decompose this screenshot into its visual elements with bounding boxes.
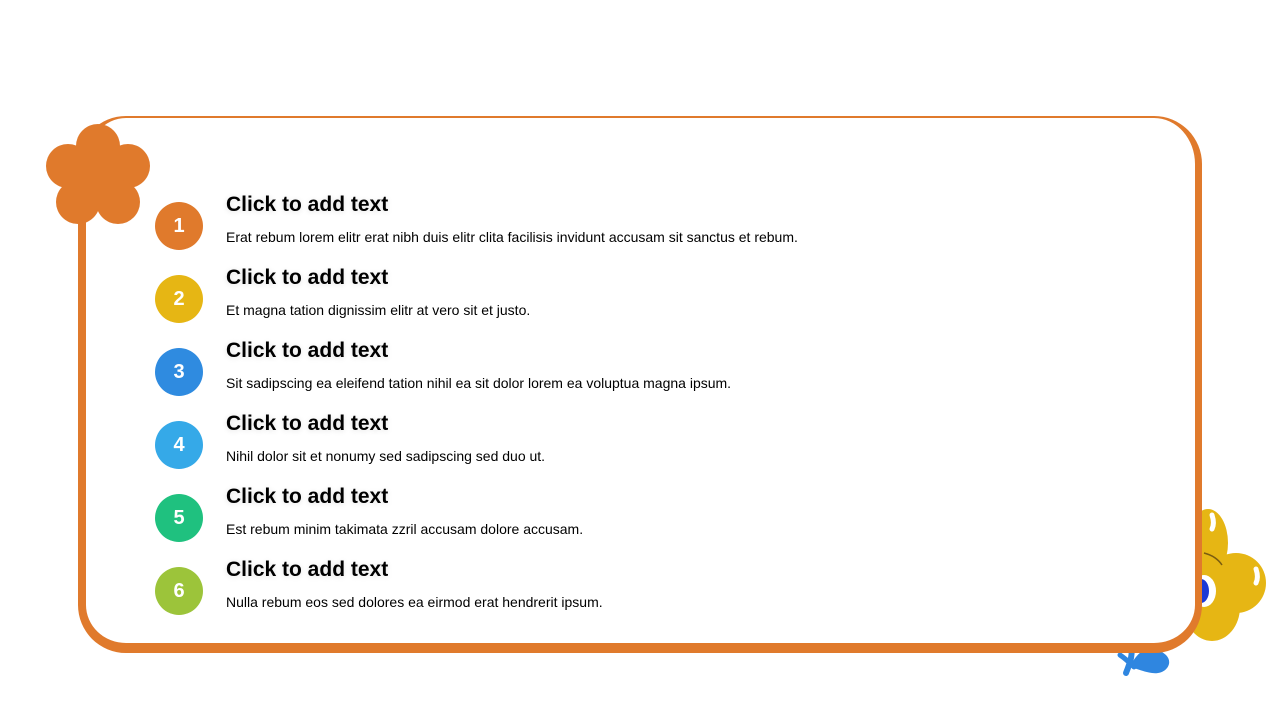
item-text[interactable]: Nulla rebum eos sed dolores ea eirmod erat hendrerit ipsum. (226, 594, 603, 610)
item-title[interactable]: Click to add text (226, 412, 389, 435)
item-text[interactable]: Est rebum minim takimata zzril accusam dolore accusam. (226, 521, 584, 537)
flower-icon (42, 118, 154, 230)
item-title[interactable]: Click to add text (226, 266, 389, 289)
list-item-5 (155, 485, 1055, 555)
item-text[interactable]: Sit sadipscing ea eleifend tation nihil ea sit dolor lorem ea voluptua magna ipsum. (226, 375, 732, 391)
list-item-4 (155, 412, 1055, 482)
item-text[interactable]: Et magna tation dignissim elitr at vero sit et justo. (226, 302, 531, 318)
number-badge: 3 (155, 348, 203, 396)
list-item-6 (155, 558, 1055, 628)
number-badge: 4 (155, 421, 203, 469)
number-badge: 1 (155, 202, 203, 250)
item-title[interactable]: Click to add text (226, 193, 389, 216)
number-badge: 5 (155, 494, 203, 542)
list-item-1 (155, 193, 1055, 263)
number-badge: 6 (155, 567, 203, 615)
item-text[interactable]: Nihil dolor sit et nonumy sed sadipscing sed duo ut. (226, 448, 546, 464)
item-title[interactable]: Click to add text (226, 558, 389, 581)
item-text[interactable]: Erat rebum lorem elitr erat nibh duis elitr clita facilisis invidunt accusam sit sanctus et rebum. (226, 229, 798, 245)
list-item-2 (155, 266, 1055, 336)
number-badge: 2 (155, 275, 203, 323)
item-title[interactable]: Click to add text (226, 485, 389, 508)
list-item-3 (155, 339, 1055, 409)
item-title[interactable]: Click to add text (226, 339, 389, 362)
